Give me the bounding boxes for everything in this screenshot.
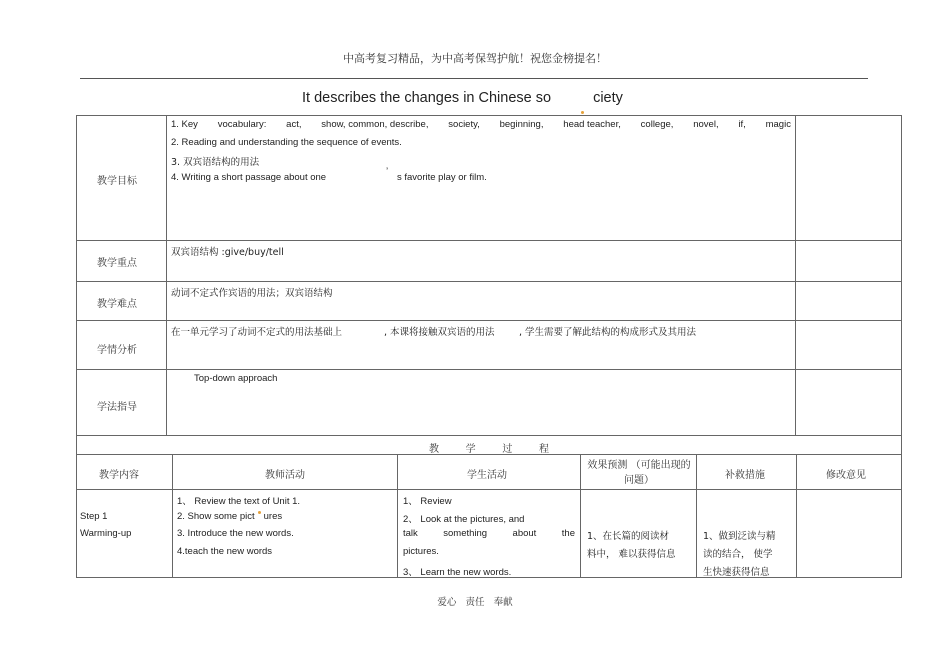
objective-line-4-part-b: s favorite play or film. [397,172,487,183]
objective-line-4-part-a: 4. Writing a short passage about one [171,172,327,183]
objective-word: magic [765,119,791,130]
objective-word: college, [640,119,674,130]
student-word: talk [403,528,418,539]
student-word: the [561,528,575,539]
objective-word: if, [738,119,746,130]
difficulties-label: 教学难点 [97,299,137,310]
step1-revision-cell [796,489,902,578]
method-text: Top-down approach [194,373,278,384]
teacher-activity-4: 4.teach the new words [177,546,273,557]
analysis-extra-cell [795,320,902,370]
title-part-2: ciety [593,90,623,106]
effect-line-1: 1、在长篇的阅读材 [587,531,670,542]
document-title [302,90,623,106]
page-footer [0,594,950,608]
objective-word: beginning, [499,119,544,130]
title-part-1: It describes the changes in Chinese so [302,90,552,106]
teacher-activity-2-part-b: ures [263,511,283,522]
col-remedy-header: 补救措施 [725,470,765,481]
objective-word: act, [286,119,302,130]
effect-line-2: 料中， 难以获得信息 [587,549,676,560]
student-activity-5: 3、 Learn the new words. [403,567,512,578]
keypoints-label: 教学重点 [97,258,137,269]
analysis-text-1: 在一单元学习了动词不定式的用法基础上 [171,327,343,338]
process-title-char: 过 [502,444,513,455]
analysis-label: 学情分析 [97,345,137,356]
teacher-activity-2-part-a: 2. Show some pict [177,511,255,522]
col-effect-header: 效果预测 （可能出现的问题） [587,460,691,486]
keypoints-text: 双宾语结构 :give/buy/tell [171,247,284,258]
process-title [429,440,549,455]
col-revision-header: 修改意见 [826,470,866,481]
objective-word: society, [448,119,480,130]
col-content-header: 教学内容 [99,470,139,481]
student-activity-4: pictures. [403,546,439,557]
difficulties-extra-cell [795,281,902,321]
objectives-label: 教学目标 [97,176,137,187]
difficulties-text: 动词不定式作宾语的用法；双宾语结构 [171,288,333,299]
objective-word: vocabulary: [217,119,267,130]
objective-line-2: 2. Reading and understanding the sequence of events. [171,137,402,148]
objective-word: head teacher, [563,119,621,130]
student-activity-1: 1、 Review [403,496,452,507]
step1-subtitle: Warming-up [80,528,132,539]
header-rule [80,78,868,79]
student-word: something [443,528,488,539]
footer-word: 奉献 [493,597,513,608]
keypoints-extra-cell [795,240,902,282]
remedy-line-3: 生快速获得信息 [703,567,770,578]
remedy-line-1: 1、做到泛读与精 [703,531,776,542]
teacher-activity-3: 3. Introduce the new words. [177,528,294,539]
remedy-line-2: 读的结合， 使学 [703,549,773,560]
teacher-activity-2 [177,511,282,522]
objective-line-1 [171,119,791,130]
col-teacher-header: 教师活动 [265,470,305,481]
step1-title: Step 1 [80,511,108,522]
analysis-text-3: , 学生需要了解此结构的构成形式及其用法 [519,327,697,338]
objective-word: 1. Key [171,119,198,130]
student-word: about [512,528,537,539]
process-title-char: 学 [465,444,476,455]
method-label: 学法指导 [97,402,137,413]
analysis-text-2: , 本课将接触双宾语的用法 [384,327,495,338]
objective-word: show, common, describe, [321,119,429,130]
footer-word: 爱心 [437,597,457,608]
orange-dot-mark [258,511,261,514]
objective-word: novel, [693,119,719,130]
teacher-activity-1: 1、 Review the text of Unit 1. [177,496,301,507]
page-header: 中高考复习精品，为中高考保驾护航！祝您金榜提名！ [343,52,607,65]
process-title-char: 程 [538,444,549,455]
objective-line-3: 3. 双宾语结构的用法 [171,157,260,168]
student-activity-2: 2、 Look at the pictures, and [403,514,525,525]
method-extra-cell [795,369,902,436]
process-title-char: 教 [429,444,439,455]
student-activity-3 [403,528,575,539]
orange-dot-mark [581,111,584,114]
objectives-extra-cell [795,115,902,241]
footer-word: 责任 [465,597,485,608]
objective-line-4-apostrophe: ’ [386,166,389,177]
col-student-header: 学生活动 [467,470,507,481]
